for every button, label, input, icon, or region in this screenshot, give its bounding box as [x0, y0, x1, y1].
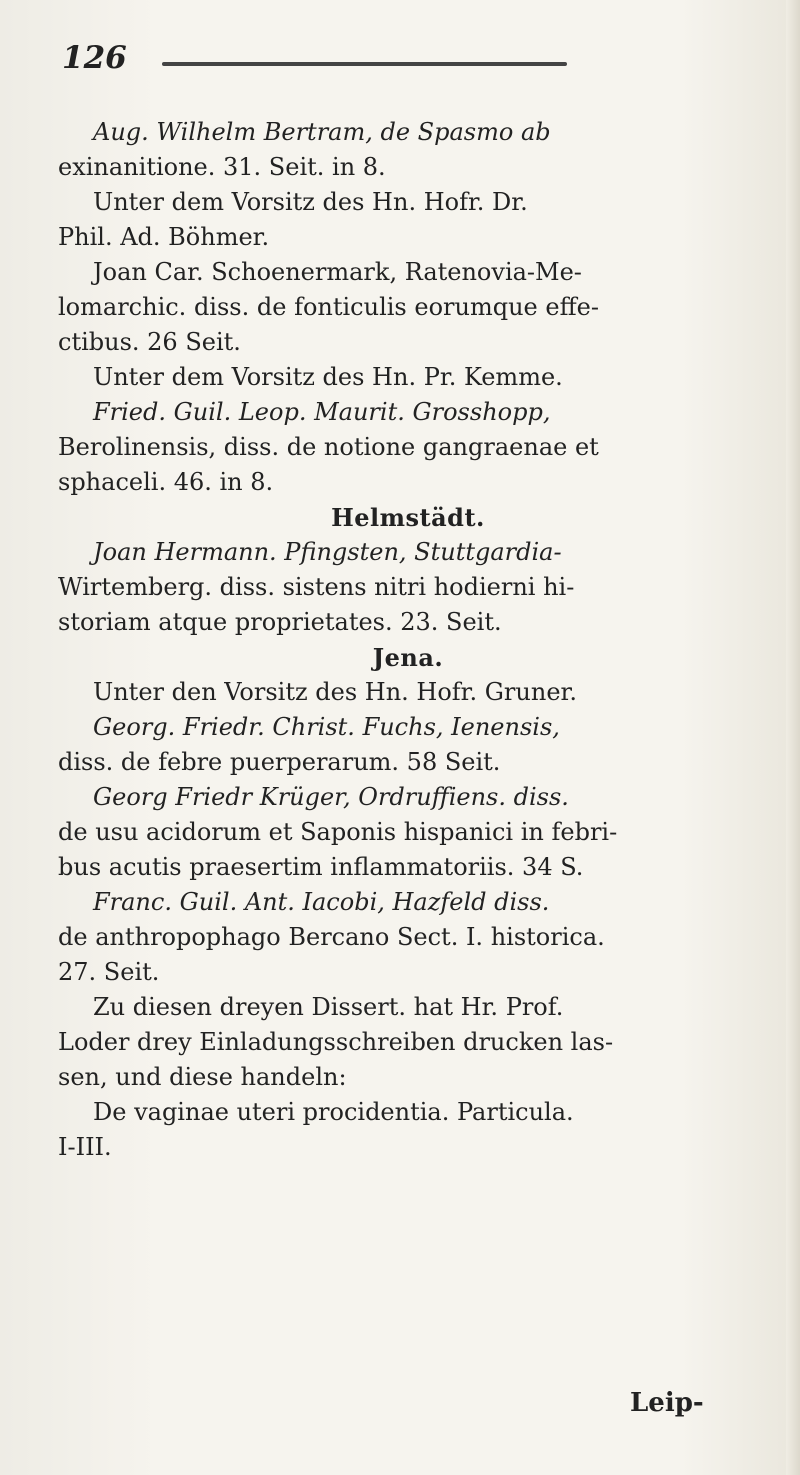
text-line: Unter den Vorsitz des Hn. Hofr. Gruner. [93, 678, 577, 706]
text-line: Jena. [372, 643, 444, 672]
catchword: Leip- [630, 1388, 704, 1418]
text-line: de anthropophago Bercano Sect. I. historica. [58, 923, 605, 951]
text-line: bus acutis praesertim inflammatoriis. 34 S. [58, 853, 584, 881]
text-line: exinanitione. 31. Seit. in 8. [58, 153, 386, 181]
text-line: 27. Seit. [58, 958, 160, 986]
text-line: lomarchic. diss. de fonticulis eorumque effe- [58, 293, 599, 321]
text-line: storiam atque proprietates. 23. Seit. [58, 608, 502, 636]
text-line: Georg Friedr Krüger, Ordruffiens. diss. [93, 783, 569, 811]
text-line: Unter dem Vorsitz des Hn. Hofr. Dr. [93, 188, 528, 216]
text-line: Unter dem Vorsitz des Hn. Pr. Kemme. [93, 363, 563, 391]
text-line: Franc. Guil. Ant. Iacobi, Hazfeld diss. [93, 888, 550, 916]
text-line: de usu acidorum et Saponis hispanici in febri- [58, 818, 618, 846]
text-line: Helmstädt. [331, 503, 485, 532]
text-line: sen, und diese handeln: [58, 1063, 347, 1091]
text-line: Joan Car. Schoenermark, Ratenovia-Me- [93, 258, 582, 286]
text-line: Georg. Friedr. Christ. Fuchs, Ienensis, [93, 713, 560, 741]
text-line: ctibus. 26 Seit. [58, 328, 241, 356]
text-line: Zu diesen dreyen Dissert. hat Hr. Prof. [93, 993, 564, 1021]
text-line: Aug. Wilhelm Bertram, de Spasmo ab [93, 118, 551, 146]
text-body [58, 115, 758, 1165]
text-line: De vaginae uteri procidentia. Particula. [93, 1098, 574, 1126]
text-line: Loder drey Einladungsschreiben drucken las- [58, 1028, 614, 1056]
text-line: Wirtemberg. diss. sistens nitri hodierni hi- [58, 573, 575, 601]
header-rule [162, 62, 567, 66]
text-line: Berolinensis, diss. de notione gangraenae et [58, 433, 599, 461]
text-line: Joan Hermann. Pfingsten, Stuttgardia- [93, 538, 562, 566]
text-line: Phil. Ad. Böhmer. [58, 223, 270, 251]
page-edge [786, 0, 800, 1475]
text-line: Fried. Guil. Leop. Maurit. Grosshopp, [93, 398, 551, 426]
text-line: I-III. [58, 1133, 112, 1161]
text-line: diss. de febre puerperarum. 58 Seit. [58, 748, 501, 776]
text-line: sphaceli. 46. in 8. [58, 468, 274, 496]
page-number: 126 [62, 40, 127, 76]
